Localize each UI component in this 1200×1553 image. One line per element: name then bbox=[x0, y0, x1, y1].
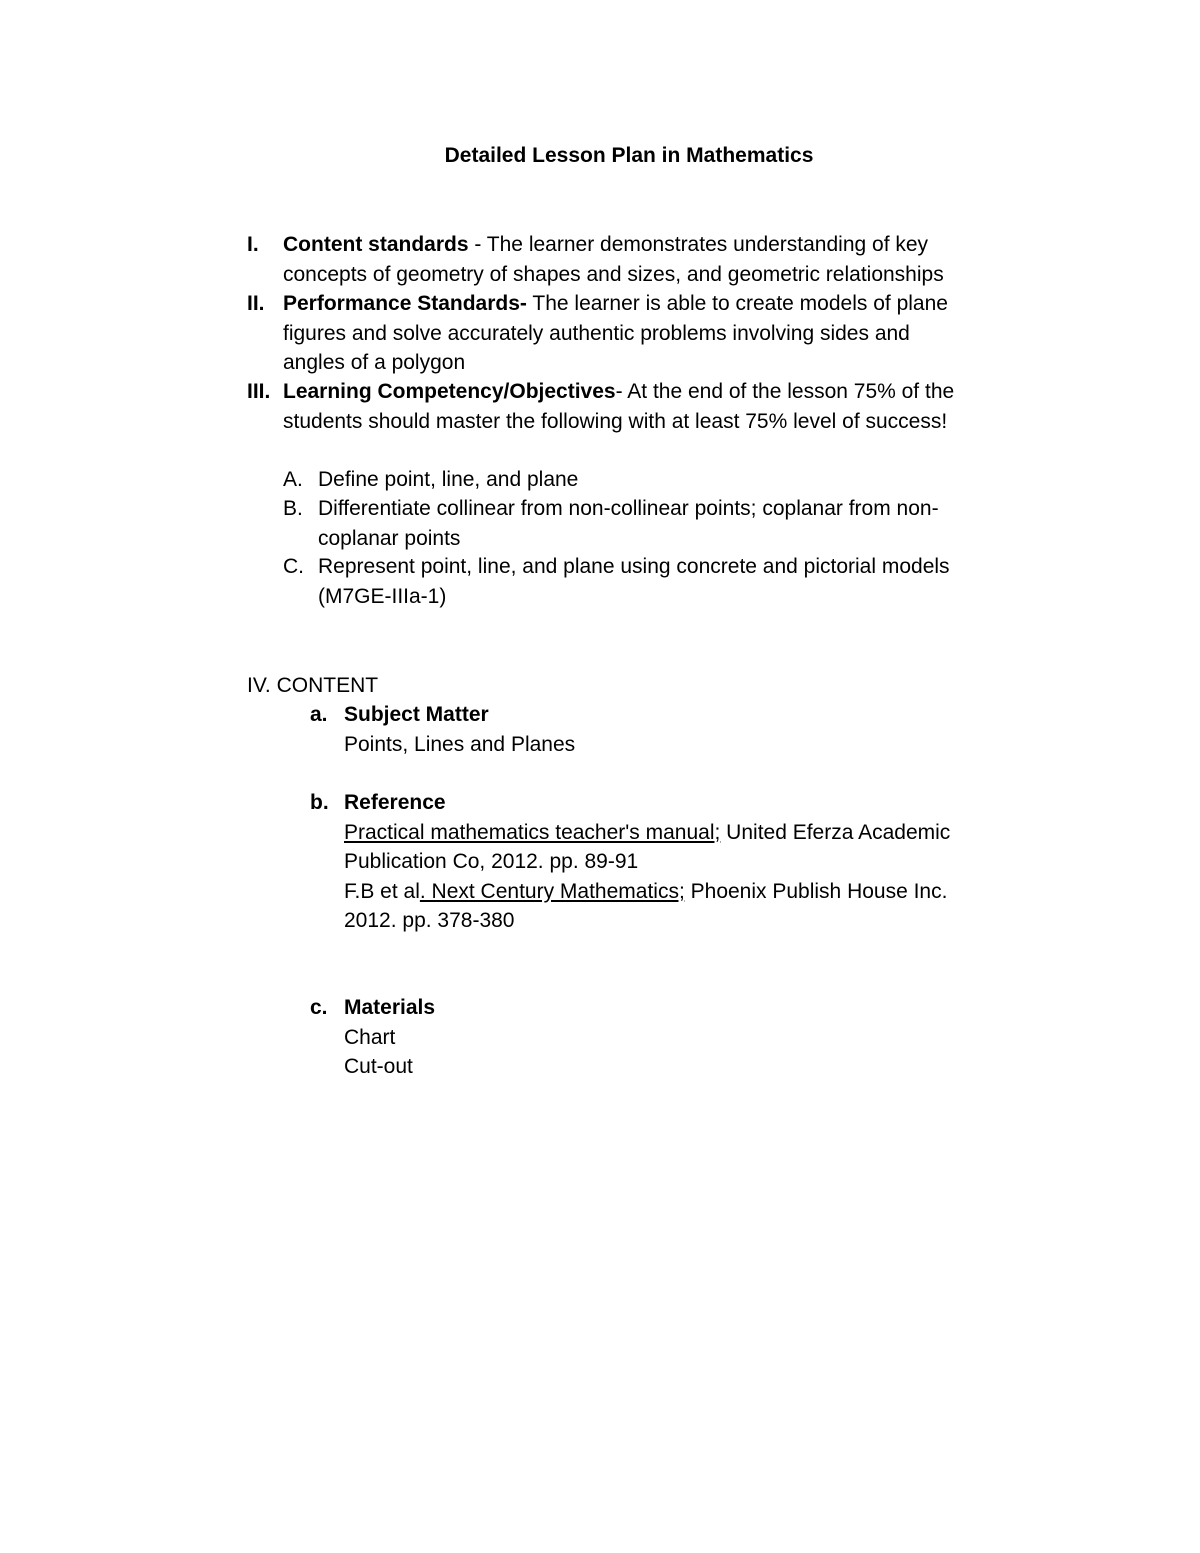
sub-body bbox=[344, 788, 1049, 936]
reference-line: Publication Co, 2012. pp. 89-91 bbox=[344, 850, 639, 873]
reference-title: . Next Century Mathematics; bbox=[419, 879, 685, 903]
reference-publisher: United Eferza Academic bbox=[720, 820, 951, 844]
objective-line: Define point, line, and plane bbox=[318, 468, 579, 491]
objective-letter: B. bbox=[283, 497, 303, 520]
section-number: II. bbox=[247, 292, 265, 315]
document-title: Detailed Lesson Plan in Mathematics bbox=[444, 144, 814, 167]
sub-body bbox=[344, 993, 1049, 1082]
section-heading: Performance Standards- bbox=[283, 292, 527, 315]
section-line: concepts of geometry of shapes and sizes, and geometric relationships bbox=[283, 262, 944, 286]
content-heading: IV. CONTENT bbox=[247, 674, 379, 697]
material-item: Chart bbox=[344, 1025, 396, 1049]
section-line: students should master the following with at least 75% level of success! bbox=[283, 409, 948, 433]
section-line: angles of a polygon bbox=[283, 351, 466, 374]
objective-text bbox=[318, 494, 1043, 553]
objective-text bbox=[318, 465, 1043, 495]
sub-letter: a. bbox=[310, 703, 328, 726]
subject-matter-value: Points, Lines and Planes bbox=[344, 732, 576, 756]
section-line: - At the end of the lesson 75% of the bbox=[615, 380, 955, 403]
objective-letter: C. bbox=[283, 555, 304, 578]
sub-heading: Reference bbox=[344, 791, 446, 814]
sub-letter: b. bbox=[310, 791, 329, 814]
objective-line: (M7GE-IIIa-1) bbox=[318, 584, 447, 608]
objective-line: Differentiate collinear from non-collinear points; coplanar from non- bbox=[318, 497, 939, 520]
section-line: The learner is able to create models of plane bbox=[526, 292, 948, 315]
sub-heading: Materials bbox=[344, 996, 436, 1019]
section-line: - The learner demonstrates understanding of key bbox=[468, 233, 929, 256]
objective-letter: A. bbox=[283, 468, 303, 491]
section-text bbox=[283, 289, 1043, 378]
section-number: III. bbox=[247, 380, 271, 403]
section-text bbox=[283, 230, 1043, 289]
reference-line: 2012. pp. 378-380 bbox=[344, 909, 515, 932]
section-line: figures and solve accurately authentic problems involving sides and bbox=[283, 321, 910, 345]
sub-letter: c. bbox=[310, 996, 328, 1019]
objective-text bbox=[318, 552, 1043, 611]
objective-line: coplanar points bbox=[318, 526, 461, 550]
reference-author: F.B et al bbox=[344, 879, 420, 903]
sub-heading: Subject Matter bbox=[344, 703, 489, 726]
section-heading: Content standards bbox=[283, 233, 469, 256]
sub-body bbox=[344, 700, 1049, 759]
reference-publisher: Phoenix Publish House Inc. bbox=[684, 879, 948, 903]
material-item: Cut-out bbox=[344, 1055, 413, 1078]
section-text bbox=[283, 377, 1043, 436]
reference-title: Practical mathematics teacher's manual; bbox=[344, 820, 721, 844]
objective-line: Represent point, line, and plane using concrete and pictorial models bbox=[318, 555, 950, 578]
section-number: I. bbox=[247, 233, 259, 256]
section-heading: Learning Competency/Objectives bbox=[283, 380, 616, 403]
